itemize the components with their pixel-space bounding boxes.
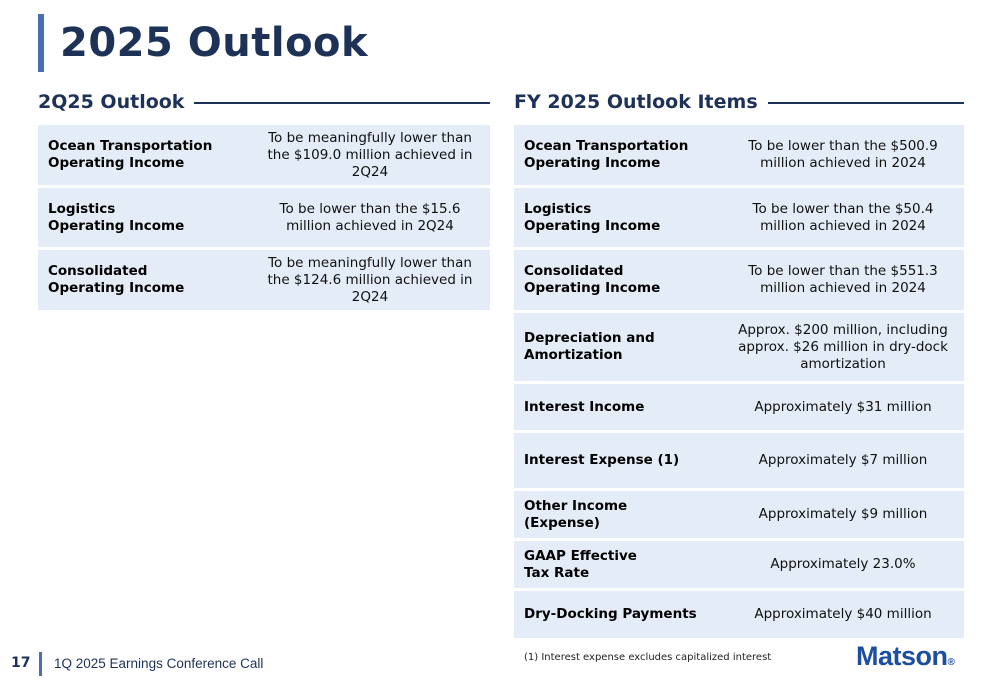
row-value: To be lower than the $551.3 million achieved in 2024 [748, 263, 938, 296]
table-row [514, 384, 964, 430]
fy-outlook-table [514, 125, 964, 638]
row-value: Approximately $9 million [758, 506, 928, 522]
table-row [514, 125, 964, 185]
matson-logo: Matson® [856, 641, 955, 671]
table-row [38, 125, 490, 185]
title-accent-bar [38, 14, 44, 72]
footnote: (1) Interest expense excludes capitalized interest [524, 652, 772, 663]
table-row [514, 591, 964, 638]
table-row [38, 188, 490, 247]
header-rule [768, 102, 964, 104]
row-label: Logistics Operating Income [524, 200, 661, 234]
table-row [38, 250, 490, 310]
row-label: Logistics Operating Income [48, 200, 185, 234]
q2-outlook-header [38, 88, 490, 116]
row-label: Interest Income [524, 398, 645, 415]
row-label: Interest Expense (1) [524, 452, 680, 468]
q2-outlook-title: 2Q25 Outlook [38, 91, 185, 113]
header-rule [194, 102, 490, 104]
row-value: Approx. $200 million, including approx. $26 million in dry-dock amortization [738, 321, 948, 372]
row-value: Approximately $40 million [754, 606, 932, 622]
page-title: 2025 Outlook [60, 20, 369, 66]
q2-outlook-section [38, 88, 490, 313]
row-label: Dry-Docking Payments [524, 606, 697, 622]
q2-outlook-table [38, 125, 490, 310]
page-number: 17 [11, 655, 31, 671]
table-row [514, 433, 964, 488]
row-label: Ocean Transportation Operating Income [48, 138, 213, 171]
row-value: To be lower than the $50.4 million achieved in 2024 [752, 200, 934, 234]
table-row [514, 250, 964, 310]
table-row [514, 313, 964, 381]
table-row [514, 491, 964, 538]
row-label: Consolidated Operating Income [524, 263, 661, 296]
footer-event-title: 1Q 2025 Earnings Conference Call [54, 656, 264, 671]
row-label: Ocean Transportation Operating Income [524, 138, 689, 171]
fy-outlook-section [514, 88, 964, 641]
row-label: Other Income (Expense) [524, 497, 628, 531]
row-value: To be lower than the $15.6 million achieved in 2Q24 [279, 200, 461, 234]
row-value: To be lower than the $500.9 million achieved in 2024 [748, 138, 938, 171]
footer-divider [39, 652, 42, 676]
row-label: GAAP Effective Tax Rate [524, 547, 637, 581]
row-label: Consolidated Operating Income [48, 263, 185, 296]
fy-outlook-title: FY 2025 Outlook Items [514, 91, 758, 113]
table-row [514, 188, 964, 247]
row-value: Approximately 23.0% [770, 556, 916, 572]
row-value: Approximately $7 million [758, 452, 928, 468]
table-row [514, 541, 964, 588]
row-value: To be meaningfully lower than the $109.0 million achieved in 2Q24 [267, 129, 473, 180]
row-label: Depreciation and Amortization [524, 330, 655, 363]
row-value: Approximately $31 million [754, 398, 932, 415]
fy-outlook-header [514, 88, 964, 116]
row-value: To be meaningfully lower than the $124.6 million achieved in 2Q24 [267, 254, 473, 305]
